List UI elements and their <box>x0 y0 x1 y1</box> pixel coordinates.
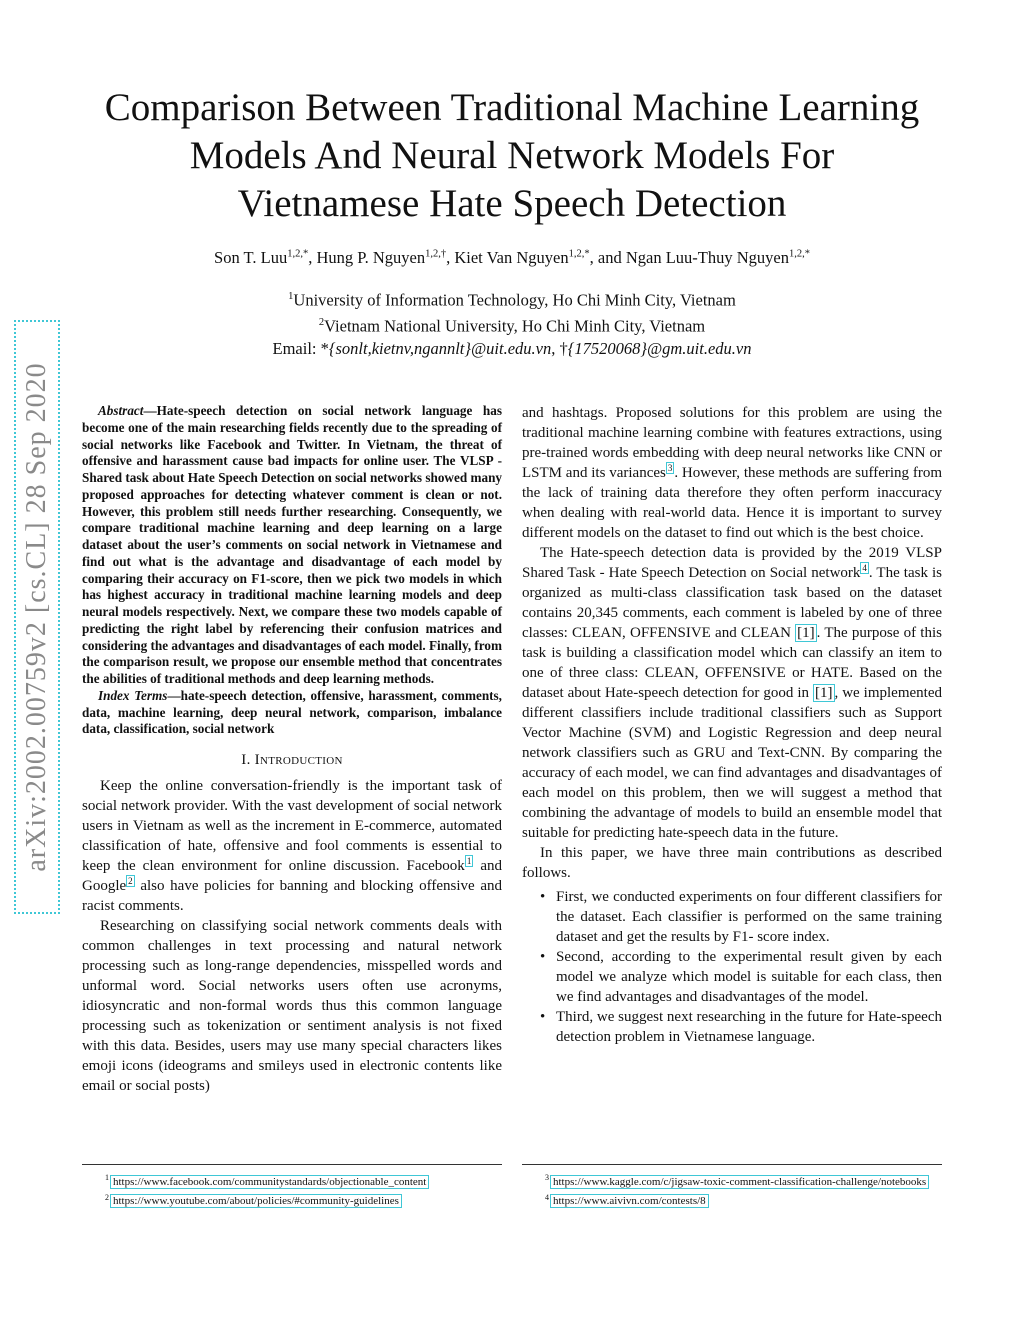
paragraph-text: , we implemented different classifiers include traditional classifiers such as Support Vector Machine (SVM) and Logistic Regression and deep neural network classifiers such as GRU and Text-CNN. By comparing the accuracy of each model, we can find advantages and disadvantages of each model on this problem, then we will suggest a method that combining the advantage of models to build an ensemble model that suitable for predicting hate-speech data in the future. <box>522 685 942 841</box>
citation-link[interactable]: [1] <box>797 625 815 641</box>
paragraph-text: . The task is organized as multi-class classification task based on the dataset contains 20,345 comments, each comment is labeled by one of three classes: CLEAN, OFFENSIVE and CLEAN <box>522 565 942 641</box>
footnote <box>105 1190 429 1210</box>
author-affiliation-mark: 1,2,* <box>287 248 309 260</box>
author-separator: , <box>308 248 317 267</box>
paper-title <box>60 84 964 228</box>
section-heading-introduction <box>82 750 502 770</box>
affiliation-2 <box>60 312 964 338</box>
index-terms-text: —hate-speech detection, offensive, harassment, comments, data, machine learning, deep neural network, comparison, imbalance data, classification, social network <box>82 687 502 737</box>
footnote <box>545 1190 929 1210</box>
author-name: Son T. Luu <box>214 248 288 267</box>
paragraph-text: Keep the online conversation-friendly is the important task of social network provider. With the vast development of social network users in Vietnam as well as the increment in E-commerce, automated classification of hate, offensive and fool comments is essential to keep the clean environment for online discussion. Facebook <box>82 778 502 874</box>
author-affiliation-mark: 1,2,† <box>425 248 447 260</box>
section-heading-text: I. Introduction <box>241 752 343 768</box>
footnote-number: 4 <box>545 1192 549 1202</box>
footnotes-left <box>105 1170 429 1209</box>
paragraph-text: . The purpose of this task is building a classification model which can classify an item to one of three class: CLEAN, OFFENSIVE or HATE. Based on the dataset about Hate-speech detection for good in <box>522 625 942 701</box>
body-paragraph <box>82 776 502 916</box>
footnote-number: 1 <box>105 1173 109 1182</box>
footnote-divider <box>82 1164 502 1165</box>
abstract-label: Abstract <box>98 403 144 418</box>
author-affiliation-mark: 1,2,* <box>568 248 590 260</box>
footnote-url[interactable]: https://www.youtube.com/about/policies/#community-guidelines <box>110 1194 402 1208</box>
abstract-text: —Hate-speech detection on social network language has become one of the main researching fields recently due to the spreading of social networks like Facebook and Twitter. In Vietnam, the threat of offensive and harassment cause bad impacts for online user. The VLSP - Shared task about Hate Speech Detection on social networks showed many proposed approaches for detecting whatever comment is clean or not. However, this problem still needs further researching. Consequently, we compare traditional machine learning and deep learning on a large dataset about the user’s comments on social network in Vietnamese and find out what is the advantage and disadvantage of each model by comparing their accuracy on F1-score, then we pick two models in which has highest accuracy in traditional machine learning models and deep neural models respectively. Next, we compare these two models capable of predicting the right label by referencing their confusion matrices and considering the advantages and disadvantages of each model. Finally, from the comparison result, we propose our ensemble method that concentrates the abilities of traditional methods and deep learning methods. <box>82 403 502 686</box>
author-separator: , and <box>589 248 626 267</box>
left-column <box>82 403 502 1096</box>
paragraph-text: and Google <box>82 858 502 894</box>
body-paragraph: Researching on classifying social network comments deals with common challenges in text processing and natural network processing such as long-range dependencies, misspelled words and unformal word. Social networks users often use acronyms, idiosyncratic and non-formal words thus this common language processing such as tokenization or sentiment analysis is not fixed with this data. Besides, users may use many special characters likes emoji icons (ideograms and smileys used in electronic contents like email or social posts) <box>82 918 502 1094</box>
footnote-number: 2 <box>105 1192 109 1202</box>
right-column <box>522 403 942 1047</box>
title-line: Models And Neural Network Models For <box>189 134 835 177</box>
email-label: Email: * <box>272 339 329 358</box>
body-paragraph <box>522 543 942 843</box>
footnote-link[interactable]: 1 <box>466 856 472 866</box>
footnote-url[interactable]: https://www.facebook.com/communitystandards/objectionable_content <box>110 1175 429 1189</box>
arxiv-identifier: arXiv:2002.00759v2 [cs.CL] 28 Sep 2020 <box>21 362 52 872</box>
footnote-divider <box>522 1164 942 1165</box>
email-address[interactable]: {sonlt,kietnv,ngannlt}@uit.edu.vn <box>328 339 552 358</box>
footnote-link[interactable]: 4 <box>862 563 867 573</box>
email-address[interactable]: {17520068}@gm.uit.edu.vn <box>567 339 752 358</box>
affiliation-number: 1 <box>288 291 294 302</box>
author-name: Ngan Luu-Thuy Nguyen <box>625 248 789 267</box>
paragraph-text: The Hate-speech detection data is provided by the 2019 VLSP Shared Task - Hate Speech Detection on Social network <box>522 545 942 581</box>
affiliation-number: 2 <box>318 317 325 328</box>
author-list <box>60 248 964 268</box>
author-name: Kiet Van Nguyen <box>454 248 569 267</box>
list-item: • Third, we suggest next researching in the future for Hate-speech detection problem in Vietnamese language. <box>556 1007 942 1047</box>
footnote <box>545 1170 929 1190</box>
email-line <box>60 338 964 361</box>
abstract <box>82 403 502 688</box>
contribution-list <box>522 887 942 1047</box>
body-paragraph <box>522 403 942 543</box>
arxiv-identifier-stamp <box>14 320 60 914</box>
title-line: Comparison Between Traditional Machine Learning <box>104 86 920 129</box>
footnote-number: 3 <box>545 1173 549 1182</box>
footnote-url[interactable]: https://www.aivivn.com/contests/8 <box>550 1194 709 1208</box>
author-name: Hung P. Nguyen <box>316 248 426 267</box>
citation-link[interactable]: [1] <box>815 685 833 701</box>
author-affiliation-mark: 1,2,* <box>788 248 810 260</box>
paragraph-text: and hashtags. Proposed solutions for this problem are using the traditional machine learning combine with features extractions, using pre-trained words embedding with deep neural networks like CNN or LSTM and its variances <box>522 405 942 481</box>
paragraph-text: also have policies for banning and blocking offensive and racist comments. <box>82 878 502 914</box>
affiliation-1 <box>60 286 964 312</box>
list-item: • First, we conducted experiments on four different classifiers for the dataset. Each classifier is performed on the same training dataset and get the results by F1- score index. <box>556 887 942 947</box>
footnote-link[interactable]: 3 <box>667 463 673 473</box>
footnote-link[interactable]: 2 <box>128 876 133 886</box>
affiliation-text: University of Information Technology, Ho Chi Minh City, Vietnam <box>293 290 736 310</box>
email-separator: , † <box>551 339 568 358</box>
affiliations <box>60 286 964 361</box>
body-paragraph: In this paper, we have three main contributions as described follows. <box>522 845 942 881</box>
footnotes-right <box>545 1170 929 1209</box>
title-line: Vietnamese Hate Speech Detection <box>237 182 787 225</box>
author-separator: , <box>446 248 455 267</box>
footnote <box>105 1170 429 1190</box>
affiliation-text: Vietnam National University, Ho Chi Minh City, Vietnam <box>324 316 706 336</box>
list-item: • Second, according to the experimental result given by each model we analyze which model is suitable for each class, then we find advantages and disadvantages of the model. <box>556 947 942 1007</box>
index-terms <box>82 688 502 738</box>
footnote-url[interactable]: https://www.kaggle.com/c/jigsaw-toxic-comment-classification-challenge/notebooks <box>550 1175 929 1189</box>
paragraph-text: . However, these methods are suffering from the lack of training data therefore they often perform inaccuracy when dealing with real-world data. Hence it is important to survey different models on the dataset to find out which is the best choice. <box>522 465 943 541</box>
index-terms-label: Index Terms <box>98 687 168 703</box>
